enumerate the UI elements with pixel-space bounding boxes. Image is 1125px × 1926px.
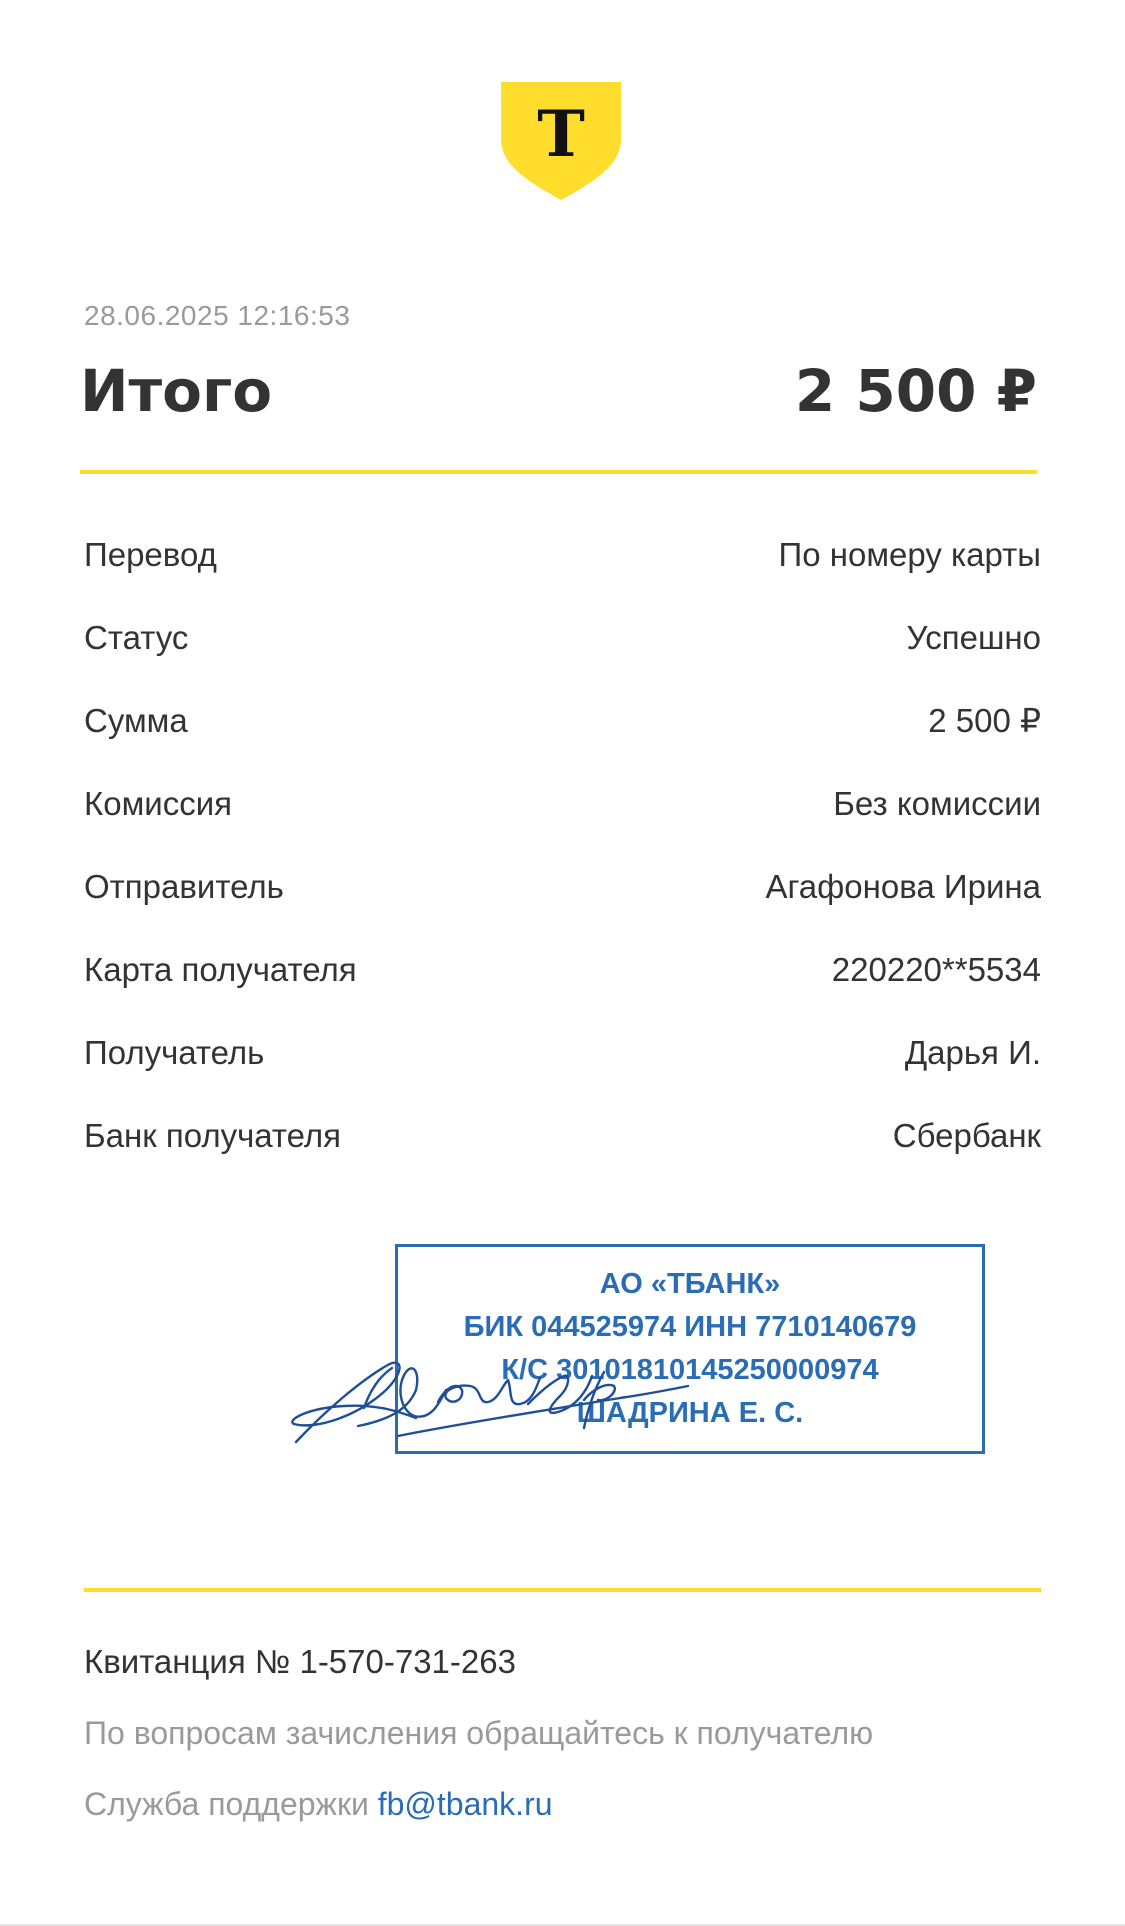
bottom-yellow-divider: [84, 1588, 1041, 1592]
detail-row-sender: [84, 845, 1041, 928]
total-value: 2 500 ₽: [794, 357, 1037, 425]
detail-value: По номеру карты: [778, 535, 1041, 573]
receipt-label: Квитанция: [84, 1643, 246, 1680]
detail-row-recipient-bank: [84, 1094, 1041, 1177]
top-divider: [80, 470, 1037, 474]
detail-label: Статус: [84, 618, 189, 656]
detail-label: Карта получателя: [84, 950, 357, 988]
detail-row-status: [84, 596, 1041, 679]
detail-label: Банк получателя: [84, 1116, 342, 1154]
recipient-contact-note: По вопросам зачисления обращайтесь к получателю: [84, 1715, 874, 1751]
detail-label: Перевод: [84, 535, 217, 573]
transaction-datetime: 28.06.2025 12:16:53: [84, 300, 351, 331]
detail-label: Отправитель: [84, 867, 284, 905]
detail-row-recipient-card: [84, 928, 1041, 1011]
detail-value: Без комиссии: [833, 784, 1041, 822]
detail-value: Сбербанк: [892, 1116, 1041, 1154]
detail-value: 2 500 ₽: [928, 702, 1041, 739]
detail-row-commission: [84, 762, 1041, 845]
detail-value: 220220**5534: [831, 950, 1041, 988]
receipt-number: № 1-570-731-263: [254, 1643, 516, 1680]
detail-label: Комиссия: [84, 784, 233, 822]
detail-value: Агафонова Ирина: [765, 867, 1041, 905]
stamp-line-bik-inn: БИК 044525974 ИНН 7710140679: [463, 1311, 917, 1343]
stamp-and-signature: [288, 1240, 1000, 1480]
detail-value: Успешно: [906, 618, 1041, 656]
details-list: [84, 513, 1041, 1177]
detail-row-transfer-type: [84, 513, 1041, 596]
receipt-number-line: [84, 1643, 516, 1681]
total-label: Итого: [80, 357, 273, 425]
total-row: [80, 356, 1037, 426]
support-label: Служба поддержки: [84, 1786, 369, 1822]
detail-row-recipient: [84, 1011, 1041, 1094]
signature-icon: [288, 1240, 1000, 1480]
support-email-link[interactable]: fb@tbank.ru: [377, 1786, 553, 1822]
stamp-line-signatory: ШАДРИНА Е. С.: [576, 1397, 804, 1429]
support-line: [84, 1786, 553, 1823]
tbank-logo: [501, 82, 621, 200]
stamp-line-company: АО «ТБАНК»: [599, 1268, 781, 1300]
detail-value: Дарья И.: [904, 1033, 1041, 1071]
logo-letter: Т: [537, 97, 585, 172]
detail-row-amount: [84, 679, 1041, 762]
detail-label: Получатель: [84, 1033, 265, 1071]
detail-label: Сумма: [84, 701, 188, 739]
stamp-line-account: К/С 30101810145250000974: [501, 1354, 879, 1386]
